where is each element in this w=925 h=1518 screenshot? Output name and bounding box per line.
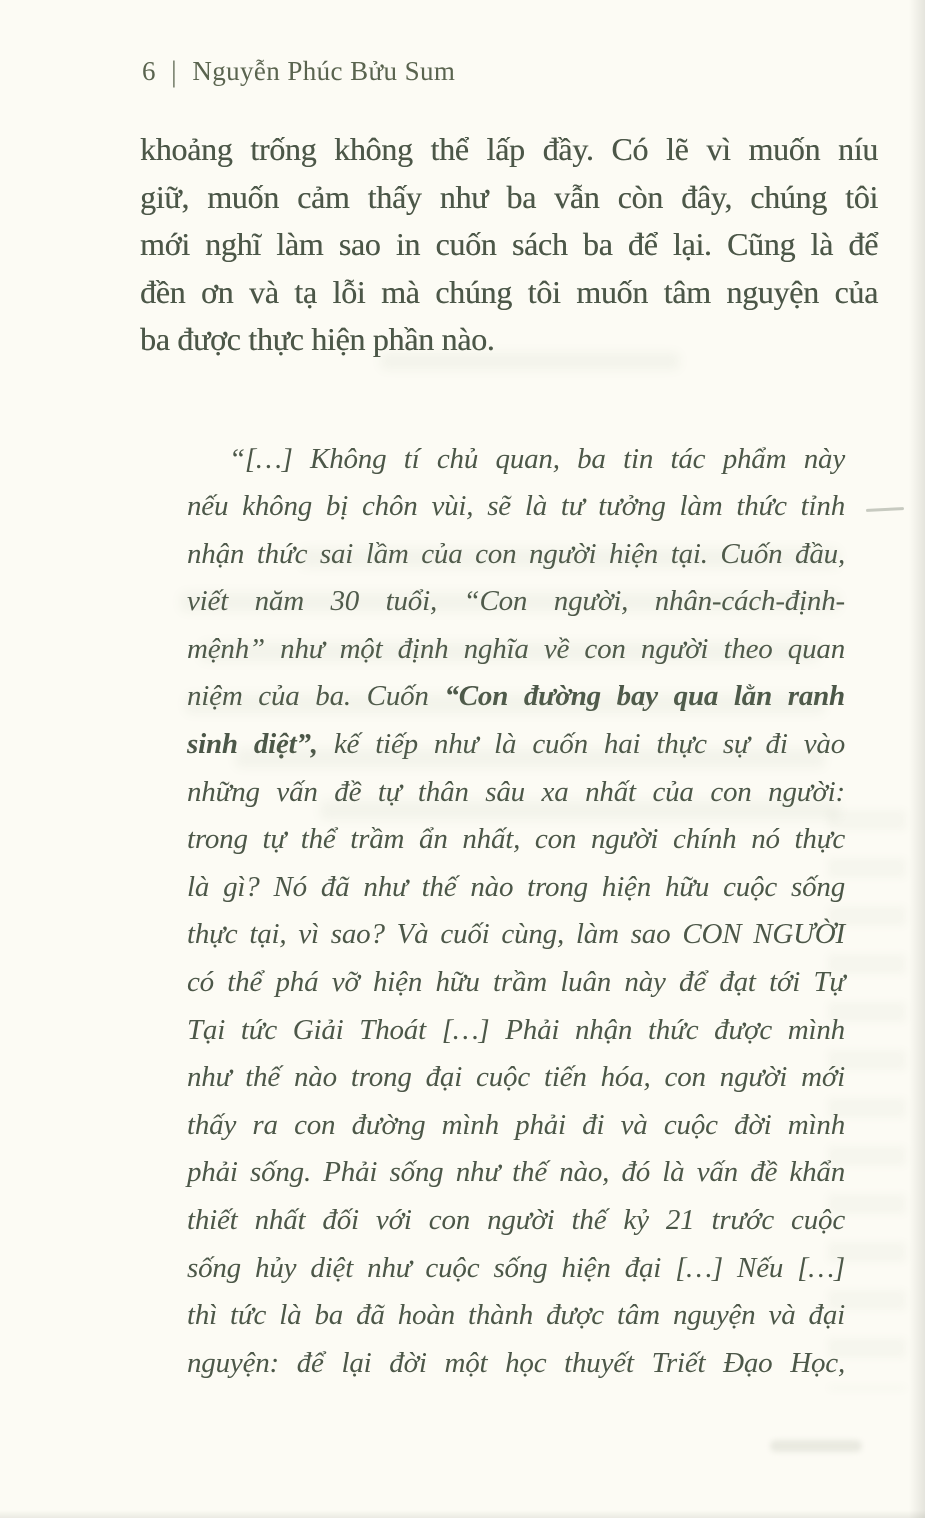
- text-segment: ba được thực hiện phần nào.: [140, 321, 495, 357]
- quote-line: [187, 864, 845, 912]
- text-segment: những vấn đề tự thân sâu xa nhất của con người:: [187, 775, 845, 808]
- page-edge-shadow: [0, 1510, 925, 1518]
- text-segment: niệm của ba. Cuốn: [187, 680, 445, 713]
- paragraph-line: [140, 126, 878, 174]
- text-segment: đền ơn và tạ lỗi mà chúng tôi muốn tâm nguyện của: [140, 273, 878, 310]
- text-segment: có thể phá vỡ hiện hữu trầm luân này để đạt tới Tự: [187, 966, 845, 999]
- paragraph-line: [140, 221, 878, 269]
- quote-line: [187, 1102, 845, 1150]
- text-segment: viết năm 30 tuổi, “Con người, nhân-cách-định-: [187, 585, 845, 618]
- quote-line: [187, 721, 845, 769]
- page-edge-shadow: [909, 0, 925, 1518]
- quote-line: [187, 673, 845, 721]
- text-segment: thực tại, vì sao? Và cuối cùng, làm sao CON NGƯỜI: [187, 918, 845, 951]
- quote-line: [187, 1340, 845, 1388]
- quoted-passage: [187, 436, 845, 1388]
- text-segment: mới nghĩ làm sao in cuốn sách ba để lại. Cũng là để: [140, 226, 878, 262]
- quote-line: [187, 483, 845, 531]
- text-segment: nguyện: để lại đời một học thuyết Triết Đạo Học,: [187, 1346, 845, 1379]
- book-title-bold-segment: “Con đường bay qua lằn ranh: [444, 680, 845, 713]
- quote-line: [187, 816, 845, 864]
- text-segment: thiết nhất đối với con người thế kỷ 21 trước cuộc: [187, 1204, 845, 1236]
- text-segment: sống hủy diệt như cuộc sống hiện đại […] Nếu […]: [187, 1251, 845, 1284]
- text-segment: thì tức là ba đã hoàn thành được tâm nguyện và đại: [187, 1299, 845, 1332]
- text-segment: nếu không bị chôn vùi, sẽ là tư tưởng làm thức tỉnh: [187, 490, 845, 523]
- text-segment: phải sống. Phải sống như thế nào, đó là vấn đề khẩn: [187, 1156, 845, 1189]
- quote-line: [187, 911, 845, 959]
- quote-line: [187, 436, 845, 484]
- page-body: [140, 126, 878, 1387]
- text-segment: nhận thức sai lầm của con người hiện tại. Cuốn đầu,: [187, 537, 845, 570]
- running-header: [142, 54, 455, 88]
- quote-line: [187, 626, 845, 674]
- text-segment: là gì? Nó đã như thế nào trong hiện hữu cuộc sống: [187, 870, 845, 903]
- quote-line: [187, 1007, 845, 1055]
- quote-line: [187, 1054, 845, 1102]
- quote-line: [187, 769, 845, 817]
- page-number: 6: [142, 56, 156, 86]
- quote-line: [187, 1149, 845, 1197]
- opening-paragraph: [140, 126, 878, 364]
- scan-artifact-dash: [866, 507, 904, 512]
- paragraph-line: [140, 174, 878, 222]
- quote-line: [187, 1292, 845, 1340]
- running-header-author: Nguyễn Phúc Bửu Sum: [192, 56, 456, 86]
- scan-artifact-smudge: [770, 1440, 862, 1452]
- text-segment: như thế nào trong đại cuộc tiến hóa, con người mới: [187, 1061, 845, 1094]
- quote-line: [187, 1245, 845, 1293]
- quote-line: [187, 578, 845, 626]
- text-segment: thấy ra con đường mình phải đi và cuộc đời mình: [187, 1108, 845, 1141]
- quote-line: [187, 531, 845, 579]
- paragraph-line: [140, 269, 878, 317]
- text-segment: kế tiếp như là cuốn hai thực sự đi vào: [317, 728, 845, 761]
- quote-line: [187, 1197, 845, 1245]
- header-separator: |: [170, 55, 178, 88]
- text-segment: khoảng trống không thể lấp đầy. Có lẽ vì muốn níu: [140, 131, 878, 167]
- book-title-bold-segment: sinh diệt”,: [187, 728, 318, 761]
- paragraph-line: [140, 316, 878, 364]
- text-segment: mệnh” như một định nghĩa về con người theo quan: [187, 632, 845, 665]
- text-segment: “[…] Không tí chủ quan, ba tin tác phẩm này: [229, 442, 845, 475]
- quote-line: [187, 959, 845, 1007]
- text-segment: trong tự thể trầm ẩn nhất, con người chính nó thực: [187, 823, 845, 856]
- text-segment: Tại tức Giải Thoát […] Phải nhận thức được mình: [187, 1013, 845, 1046]
- text-segment: giữ, muốn cảm thấy như ba vẫn còn đây, chúng tôi: [140, 178, 878, 215]
